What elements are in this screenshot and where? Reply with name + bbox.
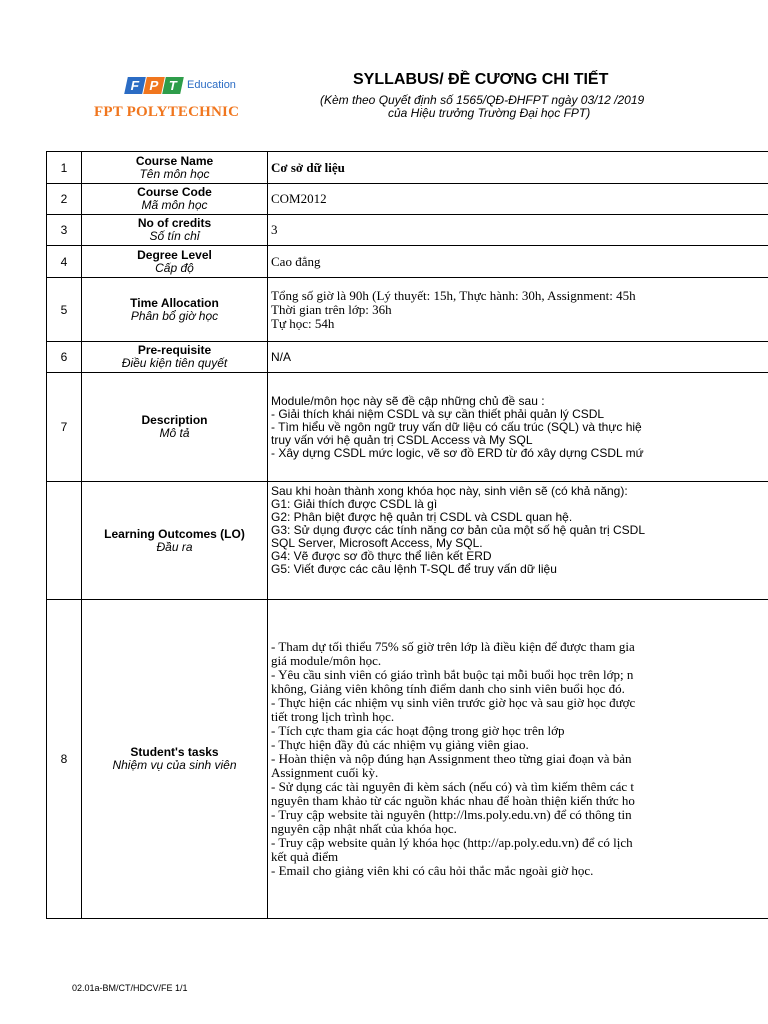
logo-education-text: Education	[187, 79, 236, 91]
label-vi: Mã môn học	[141, 198, 208, 212]
row-number: 4	[47, 246, 82, 278]
row-label	[82, 600, 268, 919]
table-row	[47, 373, 768, 482]
table-row	[47, 246, 768, 278]
decision-reference-line1: (Kèm theo Quyết định số 1565/QĐ-ĐHFPT ngày 03/12 /2019	[320, 93, 645, 107]
row-label	[82, 215, 268, 246]
table-row	[47, 152, 768, 184]
value-line: Assignment cuối kỳ.	[271, 765, 379, 780]
value-line: Cao đẳng	[271, 253, 321, 269]
label-vi: Phân bổ giờ học	[130, 308, 219, 323]
form-code: 02.01a-BM/CT/HDCV/FE 1/1	[72, 983, 188, 993]
value-line: G5: Viết được các câu lệnh T-SQL để truy vấn dữ liệu	[271, 562, 557, 576]
table-row	[47, 342, 768, 373]
label-en: Course Name	[135, 153, 214, 168]
value-line: - Thực hiện các nhiệm vụ sinh viên trước giờ học và sau giờ học được	[271, 695, 636, 710]
value-line: - Sử dụng các tài nguyên đi kèm sách (nếu có) và tìm kiếm thêm các t	[271, 779, 634, 794]
value-line: - Truy cập website tài nguyên (http://lms.poly.edu.vn) để có thông tin	[271, 807, 632, 822]
syllabus-table	[46, 151, 768, 919]
course-code-value	[268, 184, 768, 215]
value-line: - Xây dựng CSDL mức logic, vẽ sơ đồ ERD từ đó xây dựng CSDL mứ	[271, 445, 644, 460]
label-vi: Tên môn học	[139, 166, 210, 181]
value-line: - Tích cực tham gia các hoạt động trong giờ học trên lớp	[271, 723, 565, 738]
label-en: Course Code	[137, 185, 212, 199]
row-number: 2	[47, 184, 82, 215]
value-line: Module/môn học này sẽ đề cập những chủ đề sau :	[271, 393, 545, 408]
row-number: 7	[47, 373, 82, 482]
value-line: - Hoàn thiện và nộp đúng hạn Assignment theo từng giai đoạn và bản	[271, 751, 632, 766]
degree-level-value	[268, 246, 768, 278]
value-line: - Tìm hiểu về ngôn ngữ truy vấn dữ liệu có cấu trúc (SQL) và thực hiệ	[271, 419, 642, 434]
value-line: - Yêu cầu sinh viên có giáo trình bắt buộc tại mỗi buổi học trên lớp; n	[271, 667, 634, 682]
row-number: 1	[47, 152, 82, 184]
value-line: 3	[271, 222, 278, 237]
value-line: giá module/môn học.	[271, 653, 382, 668]
label-vi: Số tín chỉ	[149, 229, 200, 243]
row-label	[82, 246, 268, 278]
syllabus-table-wrapper	[46, 151, 768, 921]
label-vi: Nhiệm vụ của sinh viên	[112, 758, 237, 772]
label-en: No of credits	[137, 216, 212, 230]
value-line: G4: Vẽ được sơ đồ thực thể liên kết ERD	[271, 549, 492, 563]
table-row	[47, 184, 768, 215]
credits-value	[268, 215, 768, 246]
learning-outcomes-value	[268, 482, 768, 600]
table-row	[47, 278, 768, 342]
label-vi: Điều kiện tiên quyết	[121, 356, 228, 370]
value-line: N/A	[271, 349, 292, 364]
row-label	[82, 278, 268, 342]
value-line: không, Giảng viên không tính điểm danh cho sinh viên buổi học đó.	[271, 681, 625, 696]
fpt-polytechnic-logo	[94, 70, 269, 125]
value-line: COM2012	[271, 191, 327, 206]
decision-reference	[320, 94, 740, 120]
time-allocation-value	[268, 278, 768, 342]
label-en: Degree Level	[137, 247, 212, 262]
table-row	[47, 482, 768, 600]
row-label	[82, 152, 268, 184]
value-line: - Thực hiện đầy đủ các nhiệm vụ giảng viên giao.	[271, 737, 529, 752]
value-line: SQL Server, Microsoft Access, My SQL.	[271, 536, 483, 550]
row-number: 3	[47, 215, 82, 246]
logo-letter-f: F	[124, 77, 146, 94]
label-en: Student's tasks	[130, 745, 219, 759]
decision-reference-line2: của Hiệu trưởng Trường Đại học FPT)	[388, 106, 591, 120]
value-line: Sau khi hoàn thành xong khóa học này, sinh viên sẽ (có khả năng):	[271, 484, 628, 498]
label-vi: Mô tả	[159, 426, 190, 440]
value-line: G2: Phân biệt được hệ quản trị CSDL và CSDL quan hệ.	[271, 510, 573, 524]
student-tasks-value	[268, 600, 768, 919]
value-line: Tổng số giờ là 90h (Lý thuyết: 15h, Thực hành: 30h, Assignment: 45h	[271, 287, 636, 303]
fpt-logo-mark	[126, 74, 236, 96]
course-name-value	[268, 152, 768, 184]
value-line: - Truy cập website quản lý khóa học (http://ap.poly.edu.vn) để có lịch	[271, 835, 633, 850]
label-vi: Đầu ra	[156, 539, 193, 554]
value-line: Tự học: 54h	[271, 315, 335, 331]
value-line: nguyên cập nhật nhất của khóa học.	[271, 821, 457, 836]
table-row	[47, 215, 768, 246]
value-line: truy vấn với hệ quản trị CSDL Access và My SQL	[271, 432, 533, 447]
page-title: SYLLABUS/ ĐỀ CƯƠNG CHI TIẾT	[353, 71, 609, 88]
row-label	[82, 373, 268, 482]
logo-letter-p: P	[143, 77, 165, 94]
row-label	[82, 482, 268, 600]
value-line: kết quả điểm	[271, 849, 339, 864]
value-line: G1: Giải thích được CSDL là gì	[271, 497, 438, 511]
label-en: Description	[141, 413, 208, 427]
value-line: G3: Sử dụng được các tính năng cơ bản của một số hệ quản trị CSDL	[271, 523, 646, 537]
row-number	[47, 482, 82, 600]
value-line: Thời gian trên lớp: 36h	[271, 301, 392, 317]
row-number: 8	[47, 600, 82, 919]
prerequisite-value	[268, 342, 768, 373]
table-row	[47, 600, 768, 919]
row-label	[82, 184, 268, 215]
logo-institution-name: FPT POLYTECHNIC	[94, 104, 240, 120]
value-line: Cơ sở dữ liệu	[271, 159, 345, 175]
row-number: 6	[47, 342, 82, 373]
row-number: 5	[47, 278, 82, 342]
label-en: Learning Outcomes (LO)	[104, 526, 245, 541]
value-line: tiết trong lịch trình học.	[271, 709, 395, 724]
label-en: Pre-requisite	[137, 343, 212, 357]
value-line: - Email cho giảng viên khi có câu hỏi thắc mắc ngoài giờ học.	[271, 863, 594, 878]
value-line: nguyên tham khảo từ các nguồn khác nhau để hoàn thiện kiến thức ho	[271, 793, 635, 808]
label-vi: Cấp độ	[155, 260, 194, 275]
label-en: Time Allocation	[130, 295, 219, 310]
logo-letter-t: T	[162, 77, 184, 94]
value-line: - Giải thích khái niệm CSDL và sự cần thiết phải quản lý CSDL	[271, 406, 605, 421]
description-value	[268, 373, 768, 482]
value-line: - Tham dự tối thiểu 75% số giờ trên lớp là điều kiện để được tham gia	[271, 639, 635, 654]
row-label	[82, 342, 268, 373]
